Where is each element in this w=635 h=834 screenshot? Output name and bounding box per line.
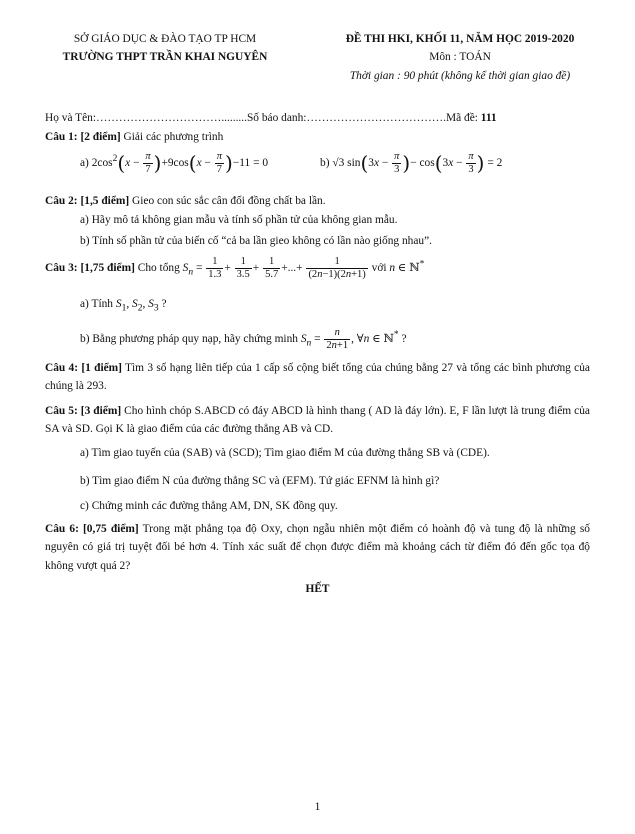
item-label: a) [80,157,89,170]
question-text: Cho hình chóp S.ABCD có đáy ABCD là hình thang ( AD là đáy lớn). E, F lần lượt là trung điểm của SA và SD. Gọi K là giao điểm của các đường thẳng AB và CD. [45,405,590,436]
question-points: [0,75 điểm] [83,523,139,535]
subject: Môn : TOÁN [429,51,491,64]
question-text: Cho tổng [134,262,180,275]
end-marker: HẾT [305,583,330,595]
equation-1b: √3 sin(3x − $\frac{\pi}{3}$ )− cos(3x − $\frac{\pi}{3}$ ) = 2 [332,151,503,176]
question-points: [3 điểm] [80,405,122,417]
question-3: Câu 3: [1,75 điểm] Cho tổng $S_n$ = $\frac{1}{1.3}$ + $\frac{1}{3.5}$ + $\frac{1}{5.7}$ +...+ $\frac{1}{(2n-1)(2n+1)}$ với n ∈ ℕ* [45,256,425,281]
question-text: Trong mặt phẳng tọa độ Oxy, chọn ngẫu nhiên một điểm có hoành độ và tung độ là những số nguyên có giá trị tuyệt đối bé hơn 4. Tính xác suất để chọn được điểm mà khoảng cách từ điểm đó đến gốc tọa độ không vượt quá 2? [45,523,590,572]
question-text: Tìm 3 số hạng liên tiếp của 1 cấp số cộng biết tổng của chúng bằng 27 và tổng các bình phương của chúng là 293. [45,362,590,393]
item-math: S [115,298,122,310]
exam-code-label: Mã đề: [445,112,481,124]
question-5 [45,402,590,439]
item-text: a) Tính [80,298,116,310]
equation-1a: $2\cos^2(x$ − $\frac{\pi}{7}$ )+9cos(x − $\frac{\pi}{7}$ )−11 = 0 [91,151,269,176]
item-text: b) Bằng phương pháp quy nạp, hãy chứng minh [80,333,301,346]
question-5a: a) Tìm giao tuyến của (SAB) và (SCD); Tìm giao điểm M của đường thẳng SB và (CDE). [80,447,490,459]
question-label: Câu 2: [45,195,78,207]
item-label: b) [320,157,330,170]
question-text: Giải các phương trình [120,131,224,143]
department-name: SỞ GIÁO DỤC & ĐÀO TẠO TP HCM [73,33,257,45]
exam-title: ĐỀ THI HKI, KHỐI 11, NĂM HỌC 2019-2020 [345,33,575,45]
question-text-tail: với [371,262,390,275]
domain-expression: n [389,262,396,275]
sum-formula: $S_n$ = $\frac{1}{1.3}$ + $\frac{1}{3.5}$ + $\frac{1}{5.7}$ +...+ $\frac{1}{(2n-1)(2n+1)}$ [182,256,366,281]
question-5b: b) Tìm giao điểm N của đường thẳng SC và (EFM). Tứ giác EFNM là hình gì? [80,475,440,487]
question-2b: b) Tính số phần tử của biến cố “cả ba lần gieo không có lần nào giống nhau”. [80,235,433,247]
exam-code-value: 111 [480,112,497,124]
question-1b [320,151,610,176]
question-points: [1 điểm] [81,362,122,374]
question-points: [2 điểm] [80,131,121,143]
question-points: [1,75 điểm] [80,262,135,275]
question-label: Câu 4: [45,362,79,374]
question-label: Câu 5: [45,405,78,417]
header-right [300,32,620,87]
exam-time: Thời gian : 90 phút (không kể thời gian giao đề) [349,69,571,82]
question-1 [45,130,590,144]
question-2 [45,194,590,208]
question-3b [80,327,595,352]
name-field-label: Họ và Tên:……………………………......... [45,112,247,124]
question-points: [1,5 điểm] [80,195,130,207]
header-left [20,32,310,69]
student-info-line [45,111,615,125]
induction-formula: $S_n$ = $\frac{n}{2n+1}$ , ∀n ∈ ℕ* ? [300,327,407,352]
question-2a: a) Hãy mô tả không gian mẫu và tính số phần tử của không gian mẫu. [80,214,398,226]
question-5c: c) Chứng minh các đường thẳng AM, DN, SK đồng quy. [80,500,338,512]
id-field-label: Số báo danh:………………………………. [246,112,446,124]
question-label: Câu 6: [45,523,79,535]
question-1a [80,151,330,176]
question-label: Câu 1: [45,131,78,143]
question-label: Câu 3: [45,262,78,275]
school-name: TRƯỜNG THPT TRẦN KHAI NGUYÊN [62,51,268,64]
question-4 [45,359,590,396]
question-text: Gieo con súc sắc cân đối đồng chất ba lần. [129,195,326,207]
question-6 [45,520,590,575]
question-3a: a) Tính $S_1$, $S_2$, $S_3$ ? [80,298,167,314]
page-number: 1 [314,801,321,813]
